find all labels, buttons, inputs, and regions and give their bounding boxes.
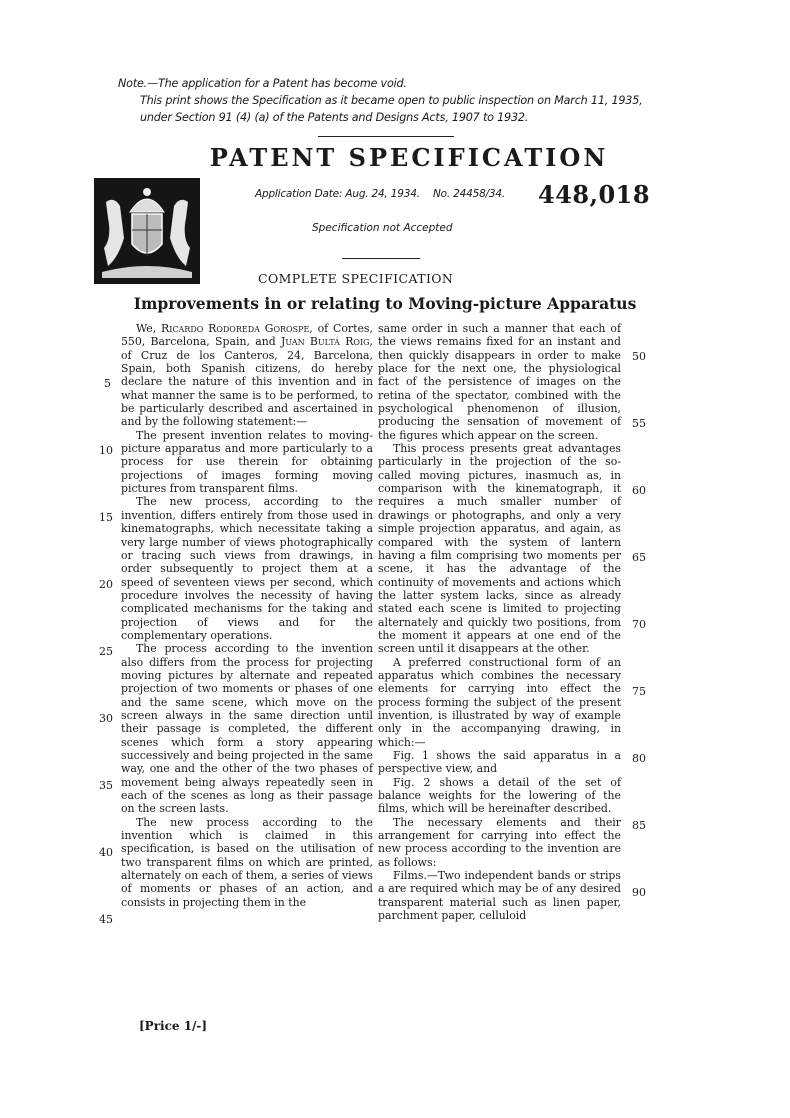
paragraph: Films.—Two independent bands or strips a are required which may be of any desired transparent material such as linen paper, parchment paper, celluloid [378, 869, 621, 923]
price-label: [Price 1/-] [139, 1019, 208, 1033]
royal-crest-icon [94, 178, 200, 284]
line-number: 5 [104, 377, 111, 390]
line-number: 45 [99, 913, 113, 926]
text: , of Cruz de los Canteros, 24, Barcelona, Spain, both Spanish citizens, do hereby declare the nature of this invention and in what manner the same is to be performed, to be particularly described and ascertained in and by the following statement:— [121, 335, 373, 429]
line-number: 80 [632, 752, 646, 765]
line-number: 75 [632, 685, 646, 698]
paragraph: The new process, according to the invention, differs entirely from those used in kinematographs, which necessitate taking a very large number of views photographically or tracing such views from drawings, in order subsequently to project them at a speed of seventeen views per second, which procedure involves the necessity of having complicated mechanisms for the taking and projection of views and for the complementary operations. [121, 495, 373, 642]
paragraph: A preferred constructional form of an apparatus which combines the necessary elements for carrying into effect the process forming the subject of the present invention, is illustrated by way of example only in the accompanying drawing, in which:— [378, 655, 621, 749]
line-number: 65 [632, 551, 646, 564]
line-number: 55 [632, 417, 646, 430]
divider-middle [342, 258, 420, 259]
line-number: 85 [632, 819, 646, 832]
paragraph-applicants [121, 322, 373, 429]
line-number: 90 [632, 886, 646, 899]
paragraph: The present invention relates to moving-picture apparatus and more particularly to a process for use therein for obtaining projections of images forming moving pictures from transparent films. [121, 428, 373, 496]
paragraph: The necessary elements and their arrangement for carrying into effect the new process according to the invention are as follows: [378, 815, 621, 869]
page-title: PATENT SPECIFICATION [209, 143, 609, 172]
line-number: 25 [99, 645, 113, 658]
application-info [255, 188, 515, 200]
line-number: 60 [632, 484, 646, 497]
paragraph: This process presents great advantages particularly in the projection of the so-called moving pictures, inasmuch as, in comparison with the kinematograph, it requires a much smaller number of drawings or photographs, and only a very simple projection apparatus, and again, as compared with the system of lantern having a film comprising two moments per scene, it has the advantage of the continuity of movements and actions which the latter system lacks, since as already stated each scene is limited to projecting alternately and quickly two positions, from the moment it appears at one end of the screen until it disappears at the other. [378, 442, 621, 656]
application-number: No. 24458/34. [433, 188, 505, 200]
paragraph: Fig. 1 shows the said apparatus in a perspective view, and [378, 749, 621, 776]
line-number: 10 [99, 444, 113, 457]
line-number: 50 [632, 350, 646, 363]
left-column [121, 322, 373, 909]
applicant-name-1: Ricardo Rodoreda Gorospe [161, 322, 310, 335]
line-number: 20 [99, 578, 113, 591]
line-number: 15 [99, 511, 113, 524]
application-date: Application Date: Aug. 24, 1934. [255, 188, 420, 200]
right-column [378, 322, 621, 922]
note-line-2: This print shows the Specification as it became open to public inspection on March 11, 1935, [140, 94, 643, 107]
invention-title: Improvements in or relating to Moving-picture Apparatus [133, 294, 637, 313]
line-number: 40 [99, 846, 113, 859]
paragraph: Fig. 2 shows a detail of the set of balance weights for the lowering of the films, which will be hereinafter described. [378, 775, 621, 816]
patent-number: 448,018 [538, 180, 651, 209]
paragraph: The process according to the invention also differs from the process for projecting moving pictures by alternate and repeated projection of two moments or phases of one and the same scene, which move on the screen always in the same direction until their passage is completed, the different scenes which form a story appearing successively and being projected in the same way, one and the other of the two phases of movement being always repeatedly seen in each of the scenes as long as their passage on the screen lasts. [121, 642, 373, 816]
divider-top [318, 136, 454, 137]
line-number: 35 [99, 779, 113, 792]
void-notice [118, 75, 642, 126]
paragraph: The new process according to the invention which is claimed in this specification, is based on the utilisation of two transparent films on which are printed, alternately on each of them, a series of views of moments or phases of an action, and consists in projecting them in the [121, 815, 373, 909]
applicant-name-2: Juan Bultá Roig [280, 335, 370, 349]
line-number: 70 [632, 618, 646, 631]
note-line-3: under Section 91 (4) (a) of the Patents and Designs Acts, 1907 to 1932. [140, 111, 529, 124]
paragraph: same order in such a manner that each of the views remains fixed for an instant and then quickly disappears in order to make place for the next one, the physiological fact of the persistence of images on the retina of the spectator, combined with the psychological phenomenon of illusion, producing the sensation of movement of the figures which appear on the screen. [378, 322, 621, 442]
section-heading: COMPLETE SPECIFICATION [258, 271, 454, 286]
text: We, [136, 322, 162, 335]
note-line-1: Note.—The application for a Patent has become void. [118, 77, 407, 90]
line-number: 30 [99, 712, 113, 725]
text: , of Cortes, 550, Barcelona, Spain, and [121, 322, 373, 349]
specification-status: Specification not Accepted [312, 222, 453, 234]
